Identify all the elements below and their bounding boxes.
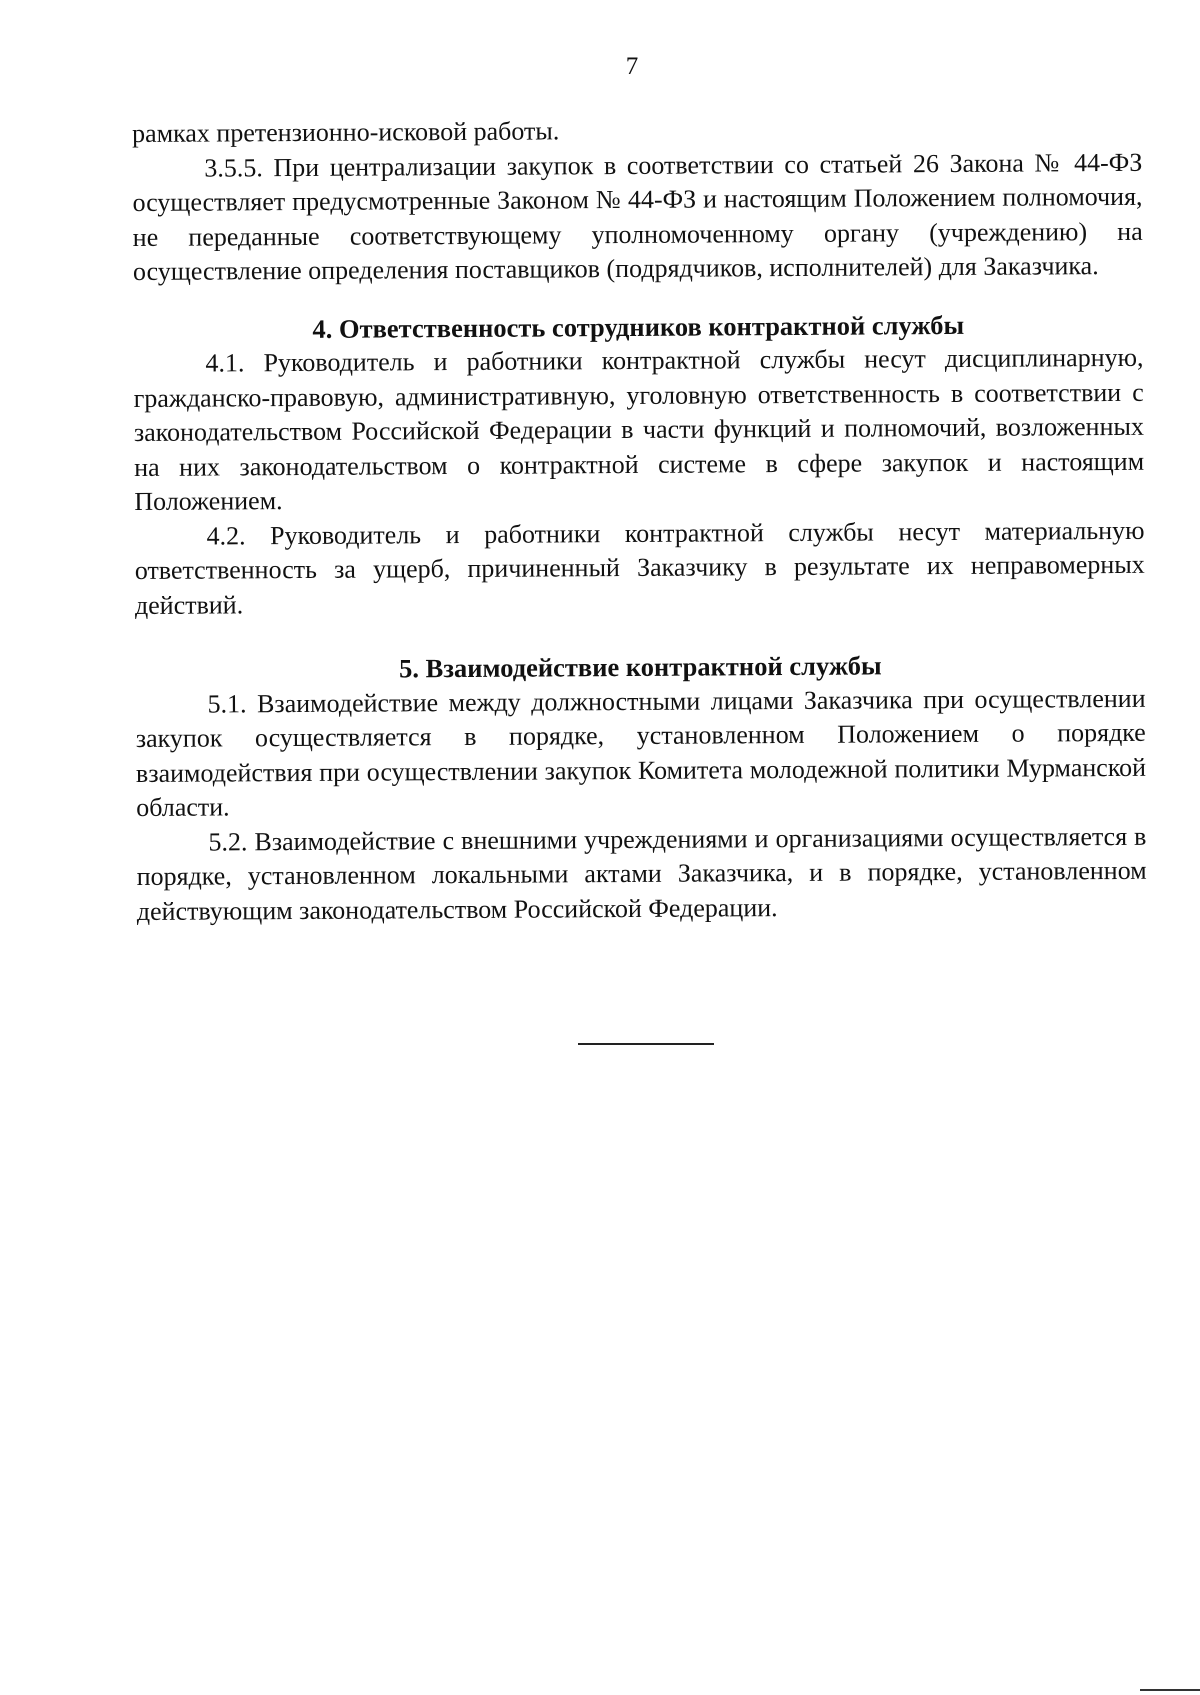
paragraph-4-1: 4.1. Руководитель и работники контрактной службы несут дисциплинарную, гражданско-правовую, административную, уголовную ответственность в соответствии с законодательством Российской Федерации в части функций и полномочий, возложенных на них законодательством о контрактной системе в сфере закупок и настоящим Положением. xyxy=(133,342,1145,516)
document-body xyxy=(132,111,1147,929)
paragraph-4-2: 4.2. Руководитель и работники контрактной службы несут материальную ответственность за ущерб, причиненный Заказчику в результате их неправомерных действий. xyxy=(134,515,1145,620)
paragraph-continuation: рамках претензионно-исковой работы. xyxy=(132,116,560,148)
section-heading-5: 5. Взаимодействие контрактной службы xyxy=(399,650,882,684)
section-heading-4: 4. Ответственность сотрудников контрактной службы xyxy=(312,309,965,344)
paragraph-5-1: 5.1. Взаимодействие между должностными лицами Заказчика при осуществлении закупок осуществляется в порядке, установленном Положением о порядке взаимодействия при осуществлении закупок Комитета молодежной политики Мурманской области. xyxy=(135,683,1147,822)
document-end-rule xyxy=(578,1043,714,1045)
scan-corner-mark xyxy=(1140,1689,1200,1691)
page-number: 7 xyxy=(625,53,639,80)
paragraph-5-2: 5.2. Взаимодействие с внешними учреждениями и организациями осуществляется в порядке, установленном локальными актами Заказчика, и в порядке, установленном действующим законодательством Российской Федерации. xyxy=(136,821,1147,926)
paragraph-3-5-5: 3.5.5. При централизации закупок в соответствии со статьей 26 Закона № 44-ФЗ осуществляет предусмотренные Законом № 44-ФЗ и настоящим Положением полномочия, не переданные соответствующему уполномоченному органу (учреждению) на осуществление определения поставщиков (подрядчиков, исполнителей) для Заказчика. xyxy=(132,147,1143,286)
